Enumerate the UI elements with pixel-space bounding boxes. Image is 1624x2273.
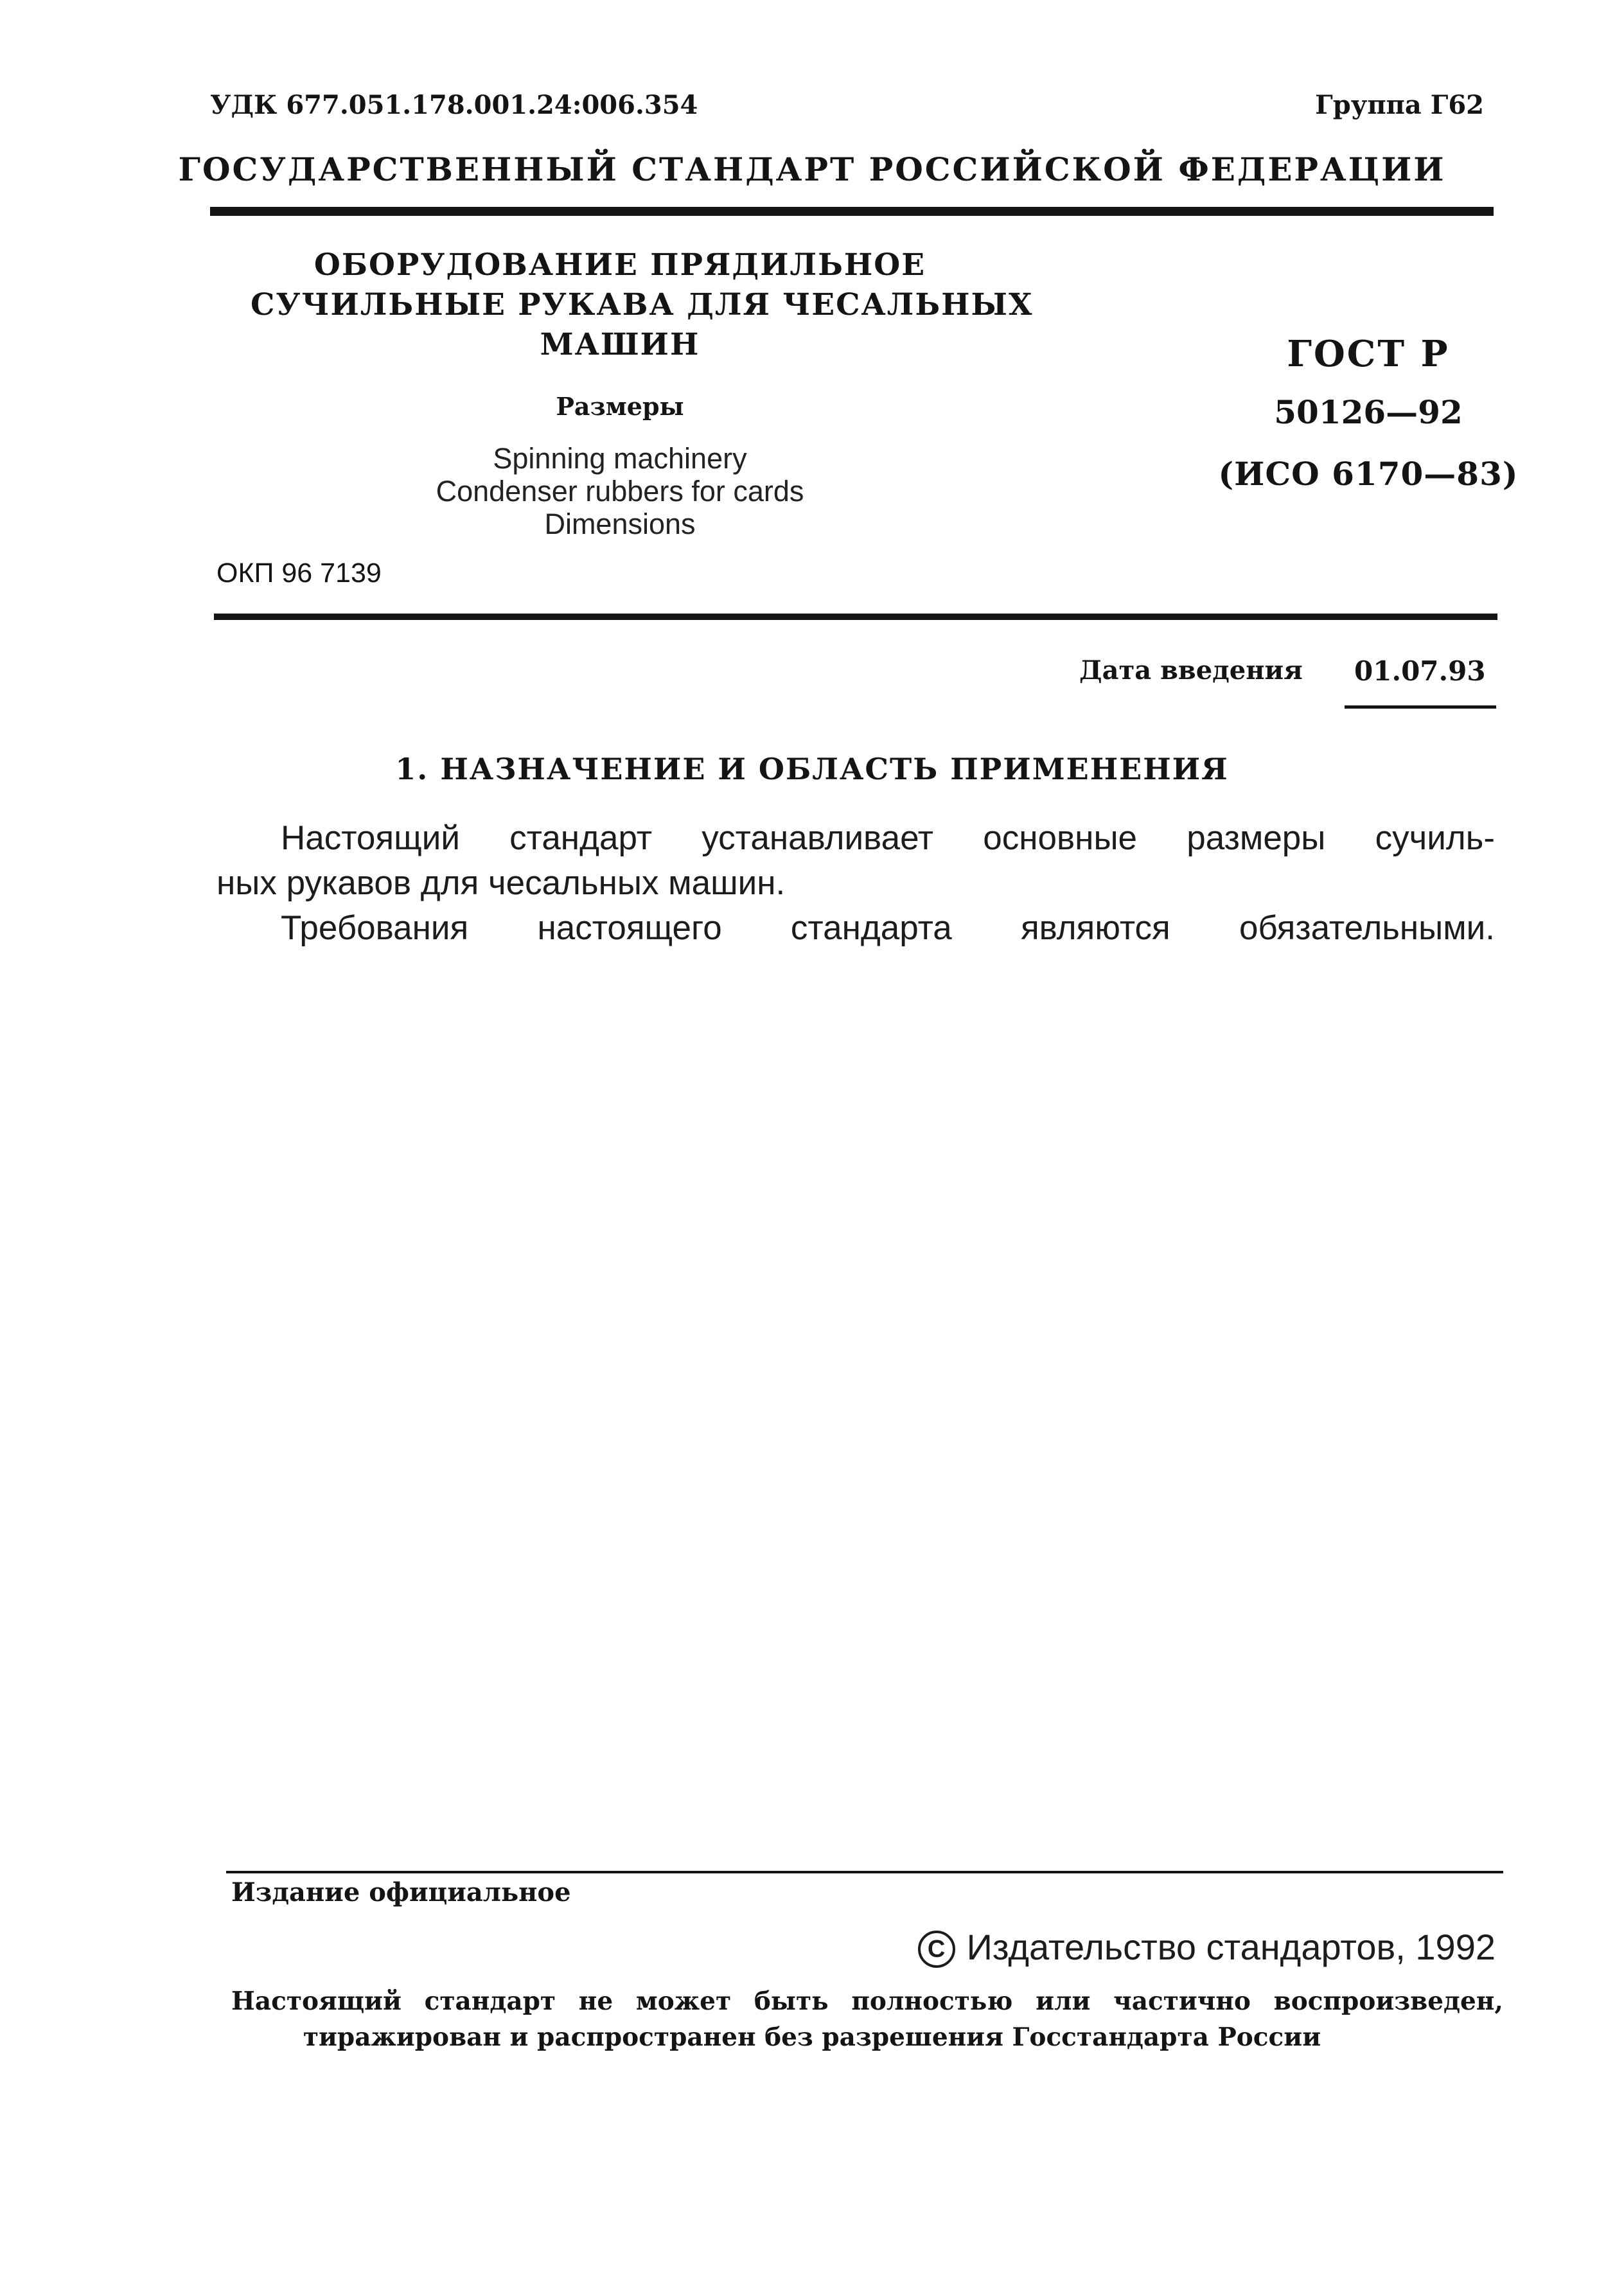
english-title-line-2: Condenser rubbers for cards	[436, 475, 804, 508]
official-edition-label: Издание официальное	[231, 1877, 571, 1907]
section-heading: 1. НАЗНАЧЕНИЕ И ОБЛАСТЬ ПРИМЕНЕНИЯ	[395, 752, 1229, 786]
copyright-text: Издательство стандартов, 1992	[966, 1927, 1496, 1967]
english-title	[251, 442, 989, 540]
title-subtitle: Размеры	[556, 392, 684, 421]
gost-number: 50126—92	[1274, 393, 1463, 431]
udk-code: УДК 677.051.178.001.24:006.354	[210, 90, 698, 120]
english-title-line-1: Spinning machinery	[493, 442, 747, 475]
top-thick-rule	[210, 207, 1494, 216]
copyright-line	[918, 1926, 1496, 1968]
iso-reference: (ИСО 6170—83)	[1218, 455, 1519, 493]
copyright-icon: С	[918, 1931, 955, 1968]
effective-date-value: 01.07.93	[1354, 655, 1486, 687]
paragraph-2: Требования настоящего стандарта являются обязательными.	[281, 909, 1495, 947]
title-line-3: МАШИН	[540, 327, 700, 362]
reproduction-notice-line-1: Настоящий стандарт не может быть полностью или частично воспроизведен,	[231, 1986, 1503, 2016]
title-line-2: СУЧИЛЬНЫЕ РУКАВА ДЛЯ ЧЕСАЛЬНЫХ	[251, 287, 1034, 323]
okp-code: ОКП 96 7139	[216, 558, 382, 588]
title-line-1: ОБОРУДОВАНИЕ ПРЯДИЛЬНОЕ	[313, 247, 926, 283]
group-code: Группа Г62	[1315, 90, 1484, 120]
middle-rule	[214, 614, 1497, 620]
footer-rule	[226, 1871, 1503, 1873]
standard-title	[251, 245, 1034, 365]
state-standard-heading: ГОСУДАРСТВЕННЫЙ СТАНДАРТ РОССИЙСКОЙ ФЕДЕРАЦИИ	[178, 150, 1446, 188]
paragraph-1-line-1: Настоящий стандарт устанавливает основные размеры сучиль-	[281, 819, 1495, 857]
english-title-line-3: Dimensions	[544, 508, 696, 540]
effective-date-label: Дата введения	[1079, 655, 1303, 685]
paragraph-1-line-2: ных рукавов для чесальных машин.	[216, 864, 786, 902]
gost-designation: ГОСТ Р	[1287, 333, 1450, 375]
date-underline	[1345, 705, 1496, 709]
reproduction-notice-line-2: тиражирован и распространен без разрешения Госстандарта России	[303, 2022, 1321, 2052]
